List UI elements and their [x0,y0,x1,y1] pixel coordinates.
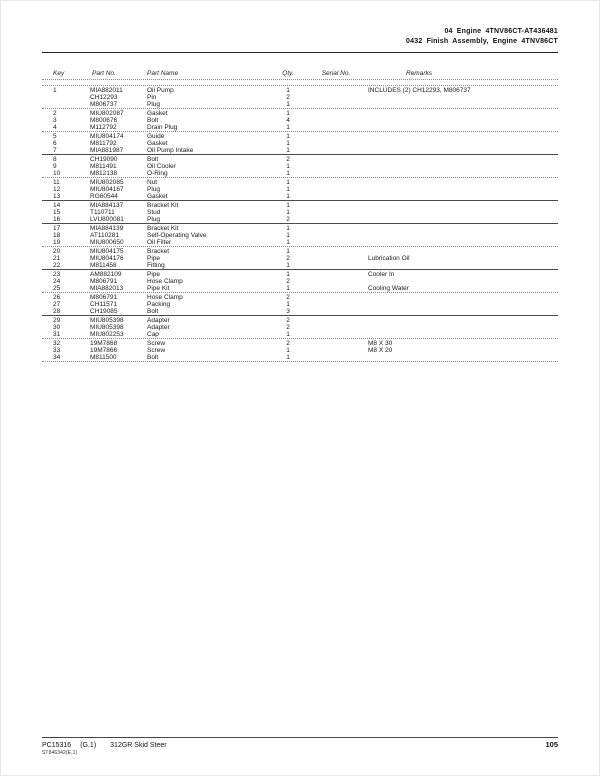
cell-qty: 2 [286,316,290,324]
table-row [42,294,558,301]
cell-key: 6 [53,139,57,147]
cell-qty: 1 [286,201,290,209]
cell-part-name: Bracket Kit [147,224,179,232]
cell-key: 34 [53,353,61,361]
cell-key: 10 [53,169,61,177]
cell-part-name: Hose Clamp [147,277,183,285]
cell-part-name: Drain Plug [147,123,178,131]
cell-key: 5 [53,132,57,140]
cell-part-no: 19M7868 [90,339,118,347]
cell-key: 14 [53,201,61,209]
cell-part-name: Nut [147,178,158,186]
table-row [42,140,558,147]
table-group [42,316,558,339]
table-row [42,239,558,246]
table-row [42,262,558,269]
cell-part-no: RG60544 [90,192,118,200]
cell-part-name: Bolt [147,155,159,163]
table-row [42,179,558,186]
cell-part-name: Oil Pump [147,86,174,94]
cell-key: 2 [53,109,57,117]
cell-part-no: CH19085 [90,307,118,315]
cell-qty: 2 [286,254,290,262]
cell-key: 23 [53,270,61,278]
cell-part-no: MIA882013 [90,284,124,292]
cell-part-name: Gasket [147,109,168,117]
column-header-key: Key [53,70,65,77]
header-rule [42,52,558,53]
cell-part-name: Pipe [147,270,161,278]
cell-key: 31 [53,330,61,338]
cell-part-no: MIA884137 [90,201,124,209]
cell-part-name: Pipe [147,254,161,262]
table-group [42,178,558,201]
cell-part-no: CH19090 [90,155,118,163]
cell-part-no: MIU805398 [90,316,124,324]
cell-part-no: 19M7866 [90,346,118,354]
cell-key: 25 [53,284,61,292]
cell-qty: 2 [286,277,290,285]
cell-key: 17 [53,224,61,232]
cell-part-name: Self-Operating Valve [147,231,207,239]
cell-part-name: Gasket [147,139,168,147]
cell-qty: 1 [286,132,290,140]
cell-qty: 2 [286,339,290,347]
cell-part-no: M806737 [90,100,118,108]
table-body [42,86,558,362]
cell-qty: 1 [286,146,290,154]
table-row [42,331,558,338]
cell-qty: 2 [286,93,290,101]
cell-part-no: M811458 [90,261,117,269]
table-group [42,224,558,247]
cell-part-no: MIU805398 [90,323,124,331]
table-row [42,324,558,331]
cell-part-name: Adapter [147,323,170,331]
table-row [42,255,558,262]
cell-key: 32 [53,339,61,347]
table-row [42,248,558,255]
cell-part-name: Plug [147,185,161,193]
cell-remarks: M8 X 20 [368,346,393,354]
cell-part-name: Oil Cooler [147,162,176,170]
table-row [42,354,558,361]
cell-part-no: CH11571 [90,300,117,308]
cell-part-no: CH12293 [90,93,118,101]
cell-part-no: MIA882011 [90,86,123,94]
page-header-line1: 04 Engine 4TNV86CT-AT436481 [444,28,558,35]
cell-qty: 1 [286,185,290,193]
cell-part-no: MIU800650 [90,238,124,246]
cell-qty: 1 [286,109,290,117]
cell-part-no: MIU804174 [90,132,124,140]
cell-qty: 1 [286,224,290,232]
cell-key: 29 [53,316,61,324]
cell-qty: 1 [286,169,290,177]
cell-part-no: M806791 [90,277,118,285]
cell-part-name: Bolt [147,307,159,315]
cell-part-no: MIU804176 [90,254,124,262]
table-group [42,293,558,316]
cell-qty: 1 [286,284,290,292]
table-row [42,117,558,124]
cell-key: 33 [53,346,61,354]
cell-qty: 1 [286,100,290,108]
parts-table [42,70,558,362]
table-row [42,317,558,324]
cell-part-name: Screw [147,346,166,354]
cell-key: 21 [53,254,61,262]
cell-qty: 1 [286,261,290,269]
cell-part-no: AT110281 [90,231,120,239]
table-row [42,193,558,200]
table-row [42,301,558,308]
cell-part-name: Adapter [147,316,170,324]
cell-key: 19 [53,238,61,246]
column-header-serial-no: Serial No. [321,70,351,77]
cell-key: 28 [53,307,61,315]
table-row [42,209,558,216]
cell-part-name: Gasket [147,192,168,200]
cell-key: 12 [53,185,61,193]
cell-qty: 2 [286,155,290,163]
table-row [42,133,558,140]
cell-part-name: Bracket Kit [147,201,179,209]
cell-key: 3 [53,116,57,124]
cell-part-no: MIU804167 [90,185,124,193]
page-footer [42,737,558,756]
cell-qty: 1 [286,231,290,239]
cell-part-name: Pipe Kit [147,284,170,292]
cell-part-no: AM882109 [90,270,122,278]
table-row [42,285,558,292]
cell-key: 15 [53,208,61,216]
cell-key: 16 [53,215,61,223]
cell-part-no: M811491 [90,162,117,170]
table-group [42,132,558,155]
footer-catalog-number: PC15316 [42,742,72,749]
cell-qty: 1 [286,192,290,200]
cell-part-name: O-Ring [147,169,168,177]
cell-part-name: Screw [147,339,166,347]
cell-key: 22 [53,261,61,269]
cell-key: 4 [53,123,57,131]
cell-qty: 1 [286,270,290,278]
cell-part-name: Bolt [147,353,159,361]
table-group [42,339,558,362]
cell-qty: 1 [286,123,290,131]
table-row [42,271,558,278]
cell-qty: 1 [286,238,290,246]
table-header-row [42,70,558,80]
table-row [42,308,558,315]
cell-part-name: Plug [147,100,161,108]
cell-part-no: MIU804175 [90,247,124,255]
cell-key: 20 [53,247,61,255]
cell-part-no: M811792 [90,139,117,147]
cell-part-name: Fitting [147,261,165,269]
table-row [42,186,558,193]
cell-part-name: Bracket [147,247,170,255]
cell-key: 13 [53,192,61,200]
table-row [42,340,558,347]
table-row [42,163,558,170]
table-row [42,170,558,177]
table-row [42,147,558,154]
cell-qty: 1 [286,247,290,255]
cell-qty: 1 [286,330,290,338]
cell-qty: 3 [286,307,290,315]
cell-remarks: Cooling Water [368,284,409,292]
cell-part-no: MIA884139 [90,224,124,232]
footer-line [42,740,558,750]
table-row [42,232,558,239]
cell-qty: 2 [286,293,290,301]
cell-qty: 1 [286,162,290,170]
cell-key: 24 [53,277,61,285]
cell-key: 1 [53,86,57,94]
cell-part-no: M812138 [90,169,118,177]
table-row [42,101,558,108]
cell-part-name: Stud [147,208,161,216]
cell-part-no: M800676 [90,116,118,124]
cell-part-no: T110711 [90,208,115,216]
cell-remarks: Lubrication Oil [368,254,410,262]
column-header-part-name: Part Name [147,70,179,77]
cell-qty: 2 [286,215,290,223]
cell-part-no: MIU802087 [90,109,124,117]
column-header-qty: Qty. [282,70,294,77]
cell-remarks: M8 X 30 [368,339,393,347]
cell-part-name: Packing [147,300,171,308]
cell-key: 9 [53,162,57,170]
cell-part-no: MIU802253 [90,330,124,338]
table-row [42,156,558,163]
table-group [42,270,558,293]
footer-doc-code: ST846342(E.1) [42,750,78,756]
table-row [42,202,558,209]
cell-key: 26 [53,293,61,301]
table-row [42,347,558,354]
table-group [42,201,558,224]
cell-qty: 1 [286,300,290,308]
cell-qty: 1 [286,208,290,216]
table-row [42,87,558,94]
cell-remarks: Cooler In [368,270,395,278]
cell-qty: 1 [286,139,290,147]
table-row [42,110,558,117]
page-header-line2: 0432 Finish Assembly, Engine 4TNV86CT [406,38,558,45]
cell-key: 11 [53,178,60,186]
cell-part-name: Bolt [147,116,159,124]
footer-revision: (G.1) [80,742,97,749]
table-group [42,109,558,132]
cell-part-no: M806791 [90,293,118,301]
cell-key: 30 [53,323,61,331]
table-row [42,94,558,101]
cell-qty: 1 [286,353,290,361]
cell-part-no: M112792 [90,123,117,131]
cell-part-name: Oil Pump Intake [147,146,194,154]
cell-part-name: Oil Filter [147,238,172,246]
footer-page-number: 105 [545,740,558,749]
cell-part-name: Hose Clamp [147,293,183,301]
cell-part-name: Plug [147,215,161,223]
cell-qty: 2 [286,323,290,331]
column-header-part-no: Part No. [92,70,116,77]
table-row [42,225,558,232]
cell-part-name: Pin [147,93,157,101]
cell-qty: 1 [286,178,290,186]
cell-qty: 4 [286,116,290,124]
footer-model-name: 312GR Skid Steer [110,742,167,749]
cell-part-no: MIU802085 [90,178,124,186]
cell-qty: 1 [286,346,290,354]
cell-key: 7 [53,146,57,154]
table-row [42,278,558,285]
column-header-remarks: Remarks [406,70,433,77]
table-group [42,155,558,178]
page-header [406,27,558,47]
cell-part-name: Cap [147,330,159,338]
table-row [42,216,558,223]
cell-key: 27 [53,300,61,308]
cell-key: 18 [53,231,61,239]
cell-remarks: INCLUDES (2) CH12293, M806737 [368,86,471,94]
table-group [42,86,558,109]
cell-part-no: MIA881987 [90,146,124,154]
cell-qty: 1 [286,86,290,94]
cell-part-no: LVU800081 [90,215,124,223]
cell-part-name: Guide [147,132,165,140]
cell-part-no: M811500 [90,353,117,361]
table-row [42,124,558,131]
cell-key: 8 [53,155,57,163]
table-group [42,247,558,270]
